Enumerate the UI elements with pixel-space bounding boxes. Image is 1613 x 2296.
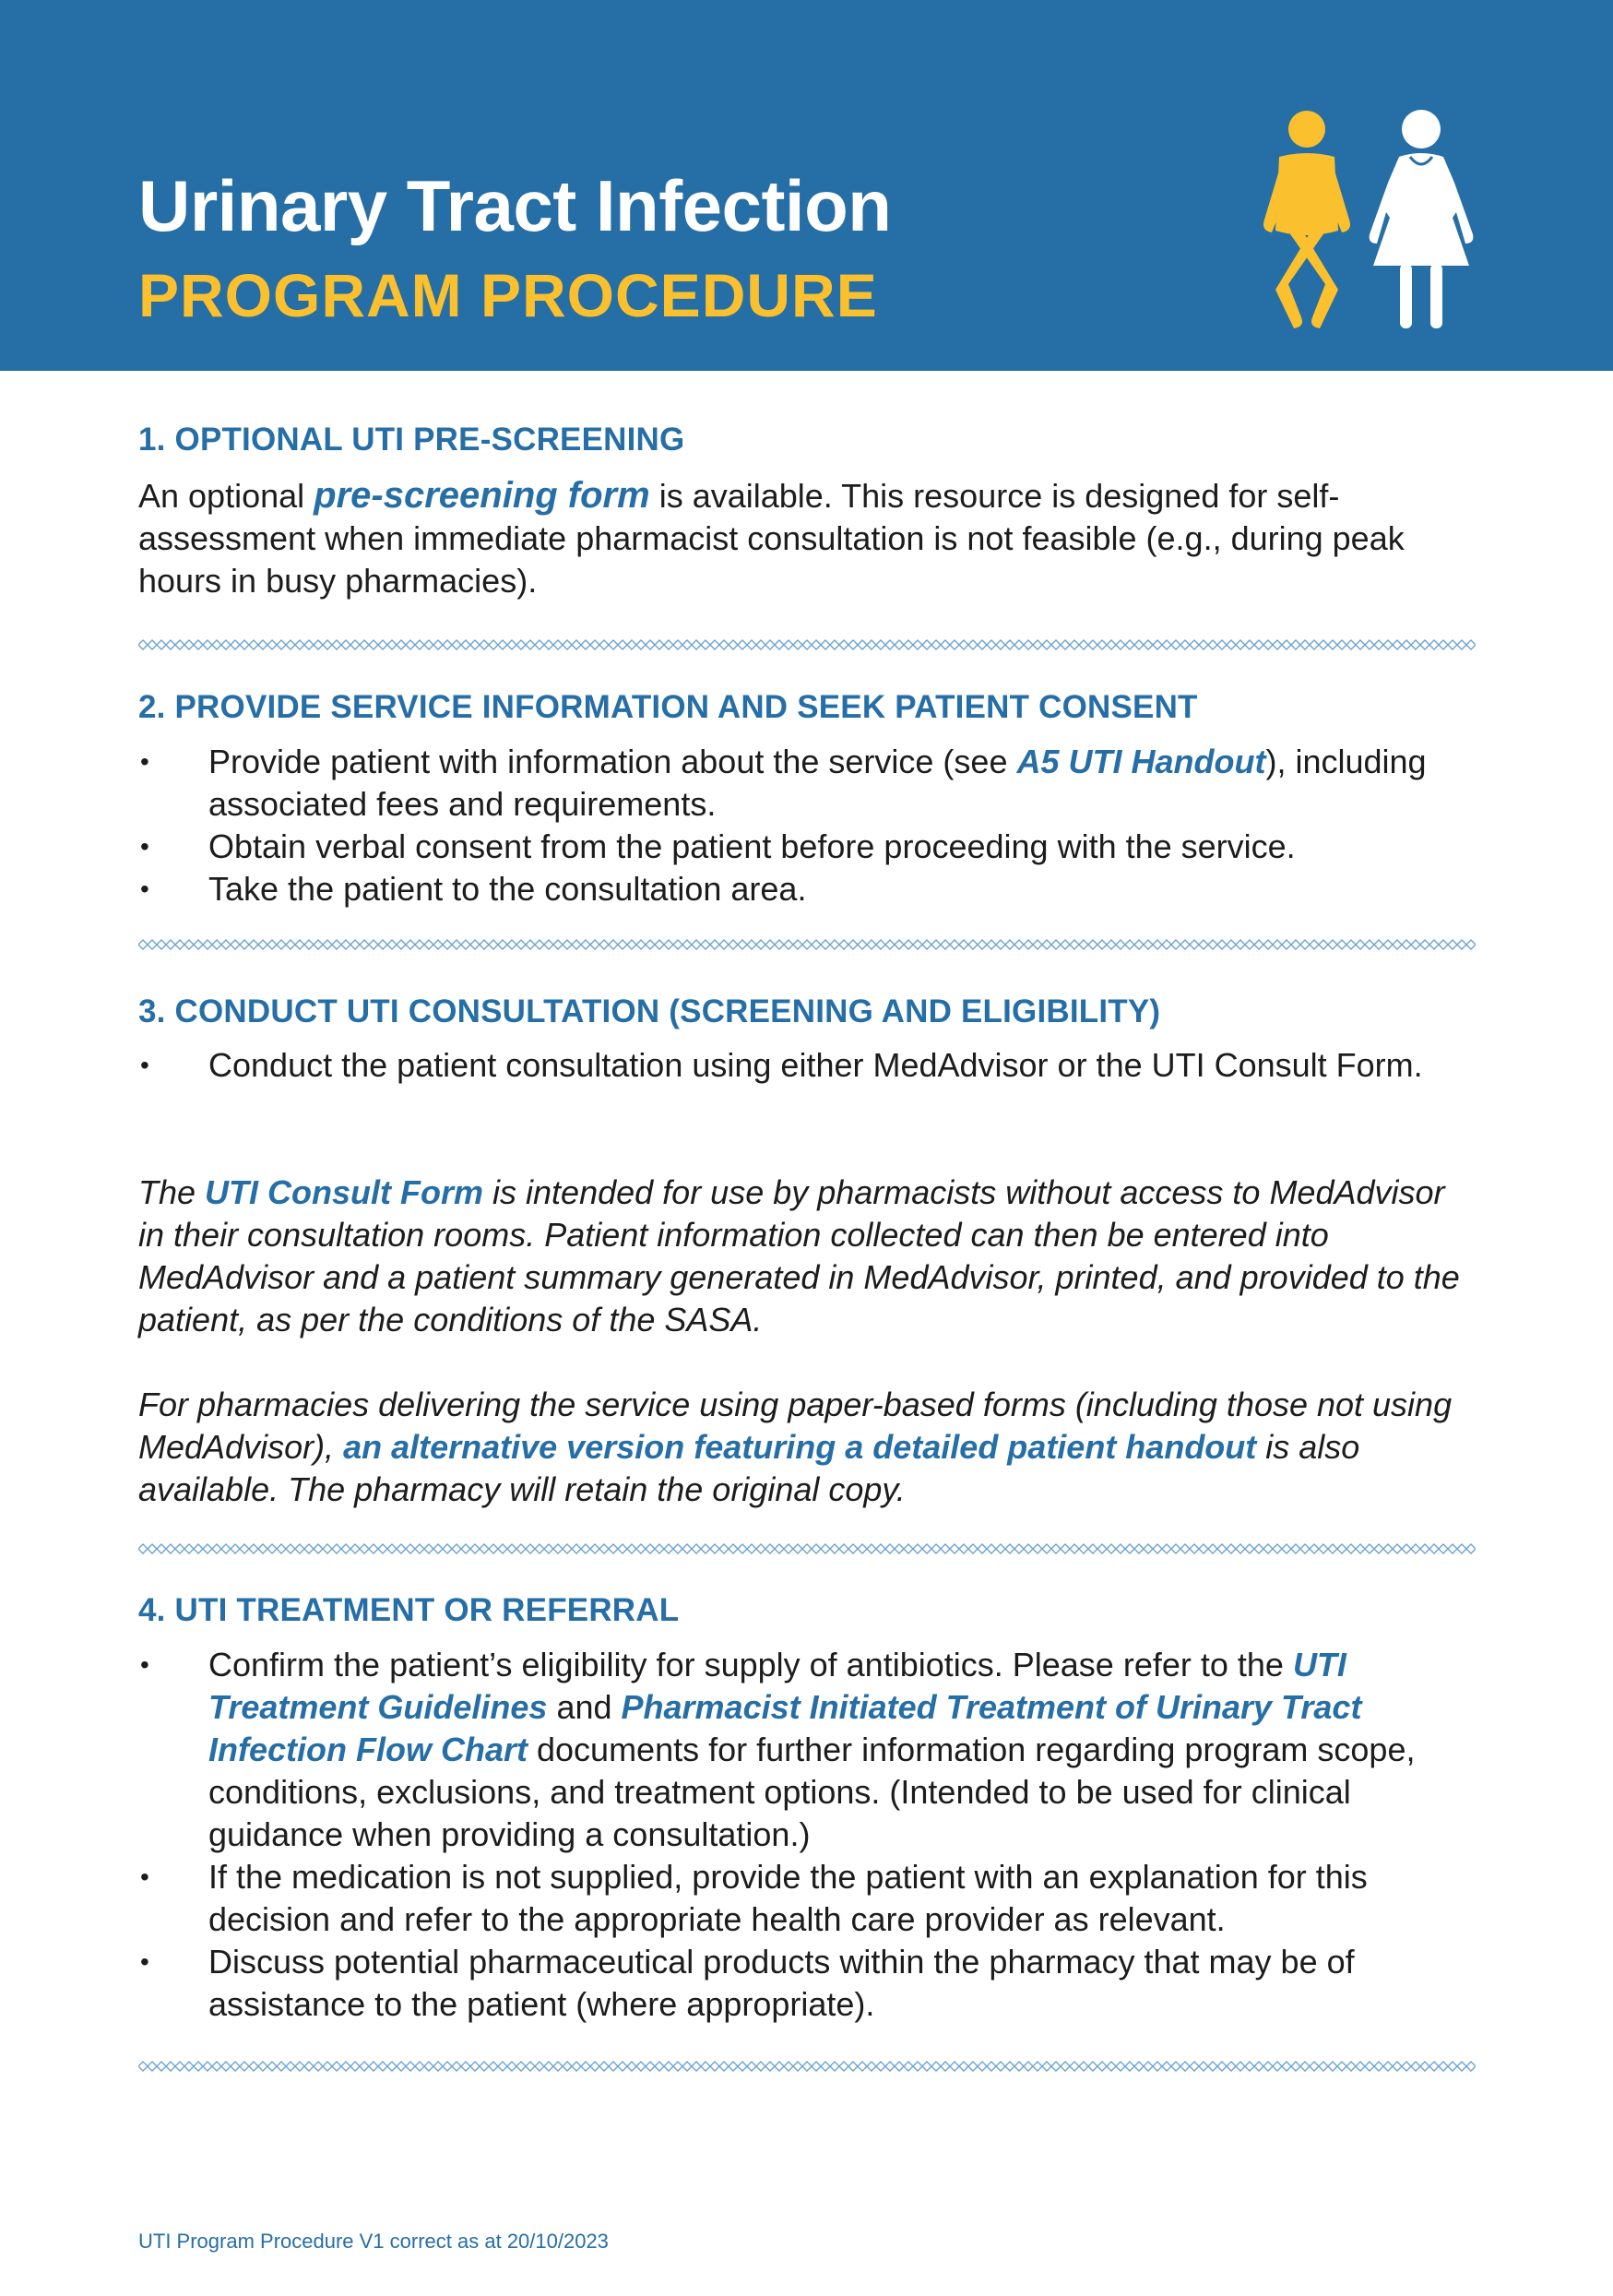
list-item: • Discuss potential pharmaceutical products within the pharmacy that may be of assistance to the patient (where appropriate). <box>138 1941 1476 2026</box>
list-item: • Take the patient to the consultation area. <box>138 868 1476 910</box>
section-1-paragraph <box>138 474 1476 602</box>
list-item <box>138 1644 1476 1856</box>
uti-treatment-guidelines-link[interactable]: UTI Treatment Guidelines <box>208 1646 1346 1726</box>
a5-uti-handout-link[interactable]: A5 UTI Handout <box>1016 743 1266 780</box>
section-1-text: An optional <box>138 477 314 515</box>
list-item: • Obtain verbal consent from the patient before proceeding with the service. <box>138 826 1476 868</box>
divider <box>138 2061 1476 2072</box>
section-3-note-2 <box>138 1384 1476 1511</box>
list-item <box>138 741 1476 826</box>
header-banner <box>0 0 1613 371</box>
list-item-text: and <box>547 1688 622 1726</box>
note-text: For pharmacies delivering the service using paper-based forms (including those not using MedAdvisor), <box>138 1386 1453 1466</box>
list-item-text: ), including associated fees and requirements. <box>208 743 1427 823</box>
section-3-title: 3. CONDUCT UTI CONSULTATION (SCREENING AND ELIGIBILITY) <box>138 993 1161 1029</box>
section-3-note-1 <box>138 1172 1476 1341</box>
section-2-title: 2. PROVIDE SERVICE INFORMATION AND SEEK PATIENT CONSENT <box>138 689 1198 725</box>
note-text: The <box>138 1173 206 1211</box>
list-item-text: documents for further information regarding program scope, conditions, exclusions, and treatment options. (Intended to be used for clinical guidance when providing a consultation.) <box>208 1731 1416 1853</box>
section-1-title: 1. OPTIONAL UTI PRE-SCREENING <box>138 422 685 458</box>
list-item-text: Provide patient with information about the service (see <box>208 743 1017 780</box>
divider <box>138 939 1476 950</box>
list-item: • If the medication is not supplied, provide the patient with an explanation for this decision and refer to the appropriate health care provider as relevant. <box>138 1856 1476 1941</box>
section-4-title: 4. UTI TREATMENT OR REFERRAL <box>138 1592 680 1628</box>
footer-version: UTI Program Procedure V1 correct as at 20/10/2023 <box>138 2230 609 2253</box>
list-item: • Conduct the patient consultation using either MedAdvisor or the UTI Consult Form. <box>138 1044 1476 1087</box>
page-subtitle: PROGRAM PROCEDURE <box>138 261 878 329</box>
note-text: is also available. The pharmacy will retain the original copy. <box>138 1428 1360 1508</box>
male-female-figures-icon <box>1259 109 1476 330</box>
section-3-list <box>138 1044 1476 1087</box>
page-title: Urinary Tract Infection <box>138 165 892 246</box>
flow-chart-link[interactable]: Pharmacist Initiated Treatment of Urinary Tract Infection Flow Chart <box>208 1688 1362 1768</box>
divider <box>138 1543 1476 1554</box>
note-text: is intended for use by pharmacists without access to MedAdvisor in their consultation rooms. Patient information collected can then be entered into MedAdvisor and a patient summary generated in MedAdvisor, printed, and provided to the patient, as per the conditions of the SASA. <box>138 1173 1460 1338</box>
list-item-text: Confirm the patient’s eligibility for supply of antibiotics. Please refer to the <box>208 1646 1293 1683</box>
section-4-list <box>138 1644 1476 2026</box>
alternative-version-link[interactable]: an alternative version featuring a detailed patient handout <box>343 1428 1257 1466</box>
uti-consult-form-link[interactable]: UTI Consult Form <box>205 1173 484 1211</box>
section-1-text: is available. This resource is designed for self-assessment when immediate pharmacist consultation is not feasible (e.g., during peak hours in busy pharmacies). <box>138 477 1405 600</box>
pre-screening-form-link[interactable]: pre-screening form <box>314 475 650 516</box>
section-2-list <box>138 741 1476 910</box>
divider <box>138 639 1476 650</box>
